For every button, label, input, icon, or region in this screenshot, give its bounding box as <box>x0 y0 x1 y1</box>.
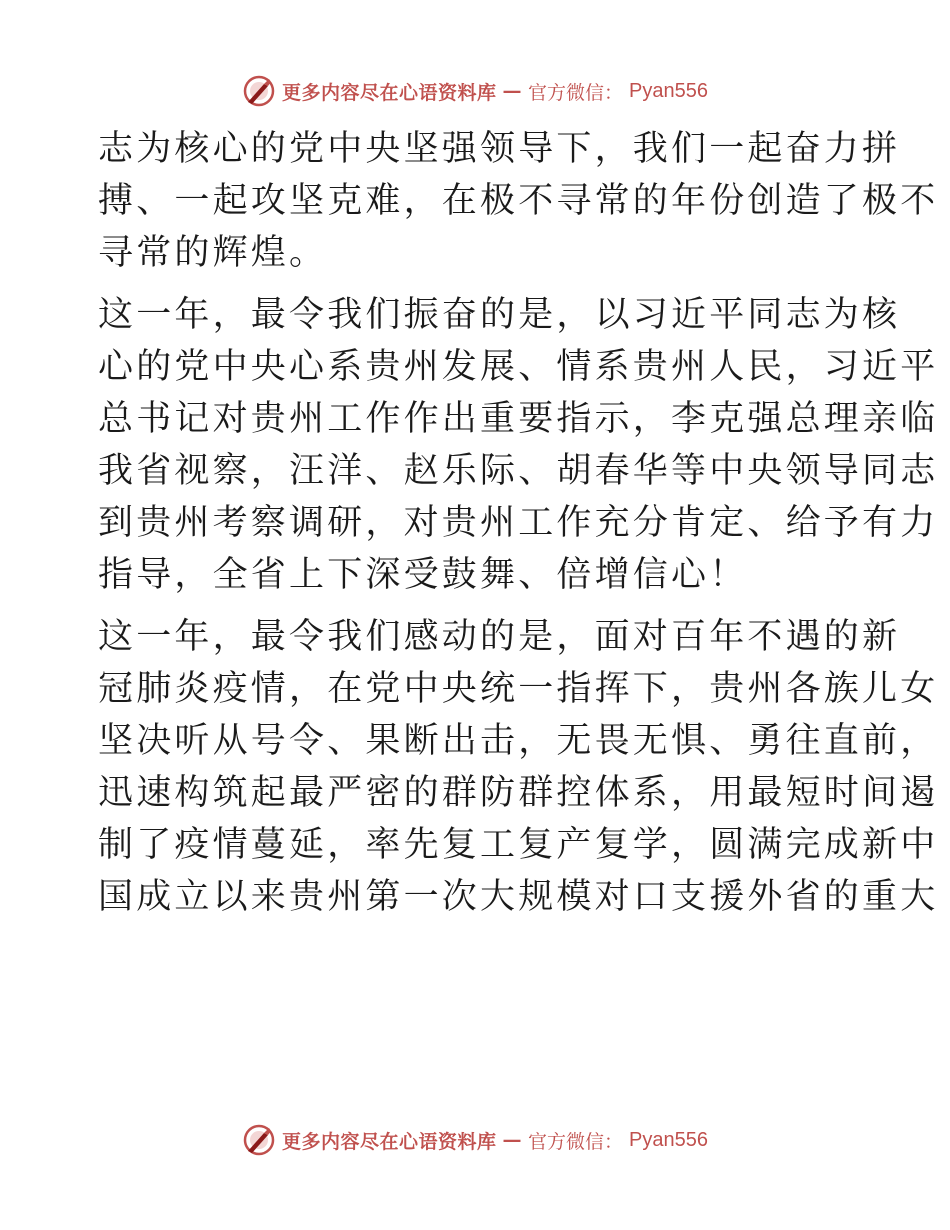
text-line: 指导，全省上下深受鼓舞、倍增信心！ <box>98 555 748 595</box>
text-line: 总书记对贵州工作作出重要指示，李克强总理亲临 <box>98 399 939 439</box>
text-line: 我省视察，汪洋、赵乐际、胡春华等中央领导同志 <box>98 451 939 491</box>
text-line: 国成立以来贵州第一次大规模对口支援外省的重大 <box>98 877 939 917</box>
footer-watermark-banner <box>0 1120 950 1160</box>
text-line: 心的党中央心系贵州发展、情系贵州人民，习近平 <box>98 347 939 387</box>
wechat-label: 官方微信： <box>528 81 624 104</box>
wechat-id: Pyan556 <box>629 1128 708 1151</box>
paragraph-1 <box>98 123 939 279</box>
header-watermark-banner <box>0 71 950 111</box>
text-line: 坚决听从号令、果断出击，无畏无惧、勇往直前， <box>98 721 939 761</box>
text-line: 制了疫情蔓延，率先复工复产复学，圆满完成新中 <box>98 825 939 865</box>
text-line: 搏、一起攻坚克难，在极不寻常的年份创造了极不 <box>98 181 939 221</box>
pen-logo-icon <box>242 74 276 108</box>
text-line: 迅速构筑起最严密的群防群控体系，用最短时间遏 <box>98 773 939 813</box>
banner-separator: — <box>502 1129 523 1151</box>
banner-title: 更多内容尽在心语资料库 <box>282 1130 497 1153</box>
banner-separator: — <box>502 80 523 102</box>
text-line: 这一年，最令我们振奋的是，以习近平同志为核 <box>98 295 901 335</box>
paragraph-3 <box>98 611 939 923</box>
text-line: 冠肺炎疫情，在党中央统一指挥下，贵州各族儿女 <box>98 669 939 709</box>
paragraph-2 <box>98 289 939 601</box>
pen-logo-icon <box>242 1123 276 1157</box>
wechat-id: Pyan556 <box>629 79 708 102</box>
banner-title: 更多内容尽在心语资料库 <box>282 81 497 104</box>
document-body <box>98 123 939 923</box>
wechat-label: 官方微信： <box>528 1130 624 1153</box>
text-line: 志为核心的党中央坚强领导下，我们一起奋力拼 <box>98 129 901 169</box>
text-line: 这一年，最令我们感动的是，面对百年不遇的新 <box>98 617 901 657</box>
text-line: 寻常的辉煌。 <box>98 233 328 273</box>
text-line: 到贵州考察调研，对贵州工作充分肯定、给予有力 <box>98 503 939 543</box>
